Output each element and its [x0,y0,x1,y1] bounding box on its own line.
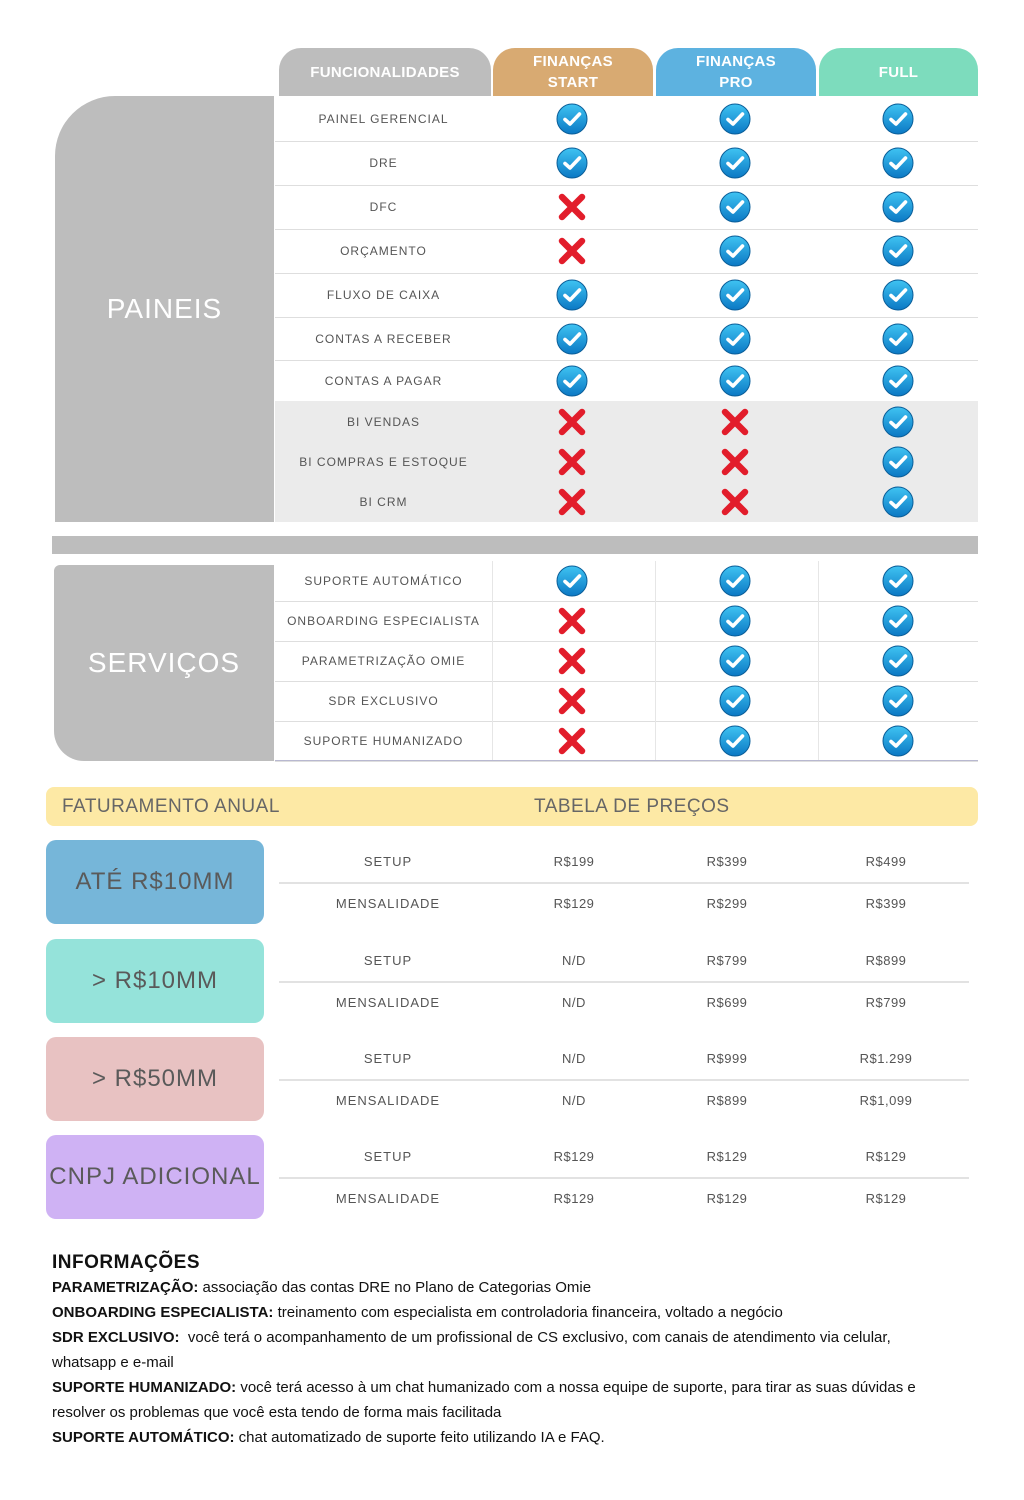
price-value: R$999 [706,1051,748,1066]
feature-label: CONTAS A RECEBER [315,331,452,346]
cross-icon [555,724,589,758]
table-row [275,185,978,230]
plan-cell [655,721,815,761]
plan-cell [818,229,978,273]
plan-cell [492,561,652,601]
cross-icon [555,684,589,718]
plan-cell [655,641,815,681]
header-plan-pro [656,48,816,96]
feature-label: BI CRM [359,495,408,509]
section-divider [52,536,978,554]
price-divider [279,1079,969,1081]
table-row [275,442,978,482]
check-icon [718,364,752,398]
plan-cell [655,601,815,641]
price-value: R$129 [865,1191,907,1206]
info-term: SUPORTE HUMANIZADO: [52,1379,237,1396]
plan-cell [655,681,815,721]
info-term: PARAMETRIZAÇÃO: [52,1279,199,1296]
plan-cell [818,681,978,721]
info-term: ONBOARDING ESPECIALISTA: [52,1304,274,1321]
check-icon [718,564,752,598]
info-text: associação das contas DRE no Plano de Categorias Omie [198,1279,592,1296]
plan-cell [492,97,652,141]
column-divider [655,561,656,761]
price-value: N/D [562,953,586,968]
check-icon [555,278,589,312]
table-row [275,401,978,442]
plan-cell [492,641,652,681]
plan-cell [655,401,815,442]
price-value: R$129 [553,1149,595,1164]
check-icon [718,190,752,224]
info-item [52,1300,952,1325]
price-value: R$129 [865,1149,907,1164]
plan-cell [492,601,652,641]
table-row [275,97,978,142]
info-term: SUPORTE AUTOMÁTICO: [52,1429,235,1446]
cross-icon [555,445,589,479]
feature-label: ONBOARDING ESPECIALISTA [287,614,480,628]
plan-cell [492,482,652,522]
table-row [275,601,978,642]
price-value: R$699 [706,995,748,1010]
plan-cell [818,601,978,641]
price-divider [279,1177,969,1179]
check-icon [881,322,915,356]
check-icon [881,278,915,312]
table-row [275,561,978,602]
price-row-label: MENSALIDADE [335,1093,441,1108]
price-value: R$899 [865,953,907,968]
plan-cell [818,273,978,317]
plan-cell [655,141,815,185]
tier-label: ATÉ R$10MM [46,840,264,924]
header-plan-full [819,48,978,96]
price-row-label: SETUP [363,953,413,968]
cross-icon [718,485,752,519]
panels-section-label [55,96,274,522]
check-icon [555,322,589,356]
check-icon [718,102,752,136]
info-term: SDR EXCLUSIVO: [52,1329,180,1346]
table-row [275,482,978,522]
check-icon [718,278,752,312]
plan-cell [818,442,978,482]
feature-label: FLUXO DE CAIXA [326,288,441,302]
cross-icon [555,604,589,638]
check-icon [555,364,589,398]
plan-cell [655,317,815,360]
plan-cell [655,360,815,401]
plan-start-line2: START [547,74,599,91]
plan-cell [492,229,652,273]
feature-label: SUPORTE HUMANIZADO [303,734,464,748]
price-value: R$399 [865,896,907,911]
cross-icon [555,405,589,439]
services-title: SERVIÇOS [87,647,241,678]
plan-cell [818,401,978,442]
info-title: INFORMAÇÕES [52,1252,200,1273]
check-icon [718,146,752,180]
plan-cell [818,97,978,141]
info-item [52,1425,952,1450]
price-value: N/D [562,1051,586,1066]
plan-start-line1: FINANÇAS [533,53,613,70]
check-icon [881,102,915,136]
plan-cell [655,442,815,482]
services-section-label [54,565,274,761]
plan-cell [492,317,652,360]
table-row [275,360,978,402]
feature-label: CONTAS A PAGAR [324,373,443,388]
check-icon [881,190,915,224]
check-icon [881,405,915,439]
price-value: R$799 [865,995,907,1010]
feature-label: PARAMETRIZAÇÃO OMIE [301,654,466,668]
plan-cell [492,442,652,482]
panels-title: PAINEIS [106,293,223,324]
price-value: R$129 [706,1191,748,1206]
check-icon [881,364,915,398]
price-row-label: SETUP [363,1149,413,1164]
plan-cell [655,482,815,522]
table-row [275,681,978,722]
cross-icon [555,485,589,519]
price-value: R$129 [553,896,595,911]
price-row-label: MENSALIDADE [335,995,441,1010]
check-icon [555,102,589,136]
table-row [275,229,978,274]
feature-label: ORÇAMENTO [340,244,427,258]
tier-label: CNPJ ADICIONAL [46,1135,264,1219]
price-value: R$1,099 [859,1093,913,1108]
price-value: N/D [562,1093,586,1108]
table-row [275,721,978,762]
plan-cell [818,641,978,681]
check-icon [718,724,752,758]
price-value: R$1.299 [859,1051,913,1066]
plan-cell [818,721,978,761]
info-text: você terá o acompanhamento de um profissional de CS exclusivo, com canais de atendimento via celular, whatsapp e e-mail [52,1329,895,1371]
cross-icon [555,190,589,224]
plan-cell [818,185,978,229]
header-plan-start [493,48,653,96]
plan-cell [492,681,652,721]
price-value: R$799 [706,953,748,968]
price-row-label: MENSALIDADE [335,896,441,911]
check-icon [881,564,915,598]
table-bottom-rule [275,760,978,761]
plan-cell [818,317,978,360]
info-section [52,1250,952,1450]
check-icon [881,604,915,638]
feature-label: PAINEL GERENCIAL [318,112,449,126]
price-value: R$129 [553,1191,595,1206]
price-value: N/D [562,995,586,1010]
table-row [275,141,978,186]
check-icon [718,604,752,638]
feature-label: DFC [369,200,398,214]
plan-cell [492,141,652,185]
check-icon [881,724,915,758]
check-icon [718,684,752,718]
check-icon [881,485,915,519]
tier-label: > R$10MM [46,939,264,1023]
column-divider [492,561,493,761]
plan-cell [492,185,652,229]
info-item [52,1275,952,1300]
feature-label: SDR EXCLUSIVO [328,694,439,708]
plan-cell [492,360,652,401]
plan-cell [655,185,815,229]
column-divider [818,561,819,761]
check-icon [555,146,589,180]
price-row-label: SETUP [363,1051,413,1066]
price-divider [279,882,969,884]
price-value: R$499 [865,854,907,869]
check-icon [555,564,589,598]
feature-label: BI COMPRAS E ESTOQUE [299,455,468,469]
feature-label: DRE [369,156,398,170]
pricing-band-title: TABELA DE PREÇOS [534,796,730,817]
pricing-band-left: FATURAMENTO ANUAL [62,796,280,817]
cross-icon [555,644,589,678]
check-icon [881,445,915,479]
info-item [52,1325,952,1375]
check-icon [718,644,752,678]
check-icon [718,322,752,356]
plan-full-line1: FULL [878,63,919,81]
price-value: R$399 [706,854,748,869]
plan-cell [655,561,815,601]
price-divider [279,981,969,983]
table-row [275,641,978,682]
plan-cell [655,229,815,273]
check-icon [718,234,752,268]
price-value: R$899 [706,1093,748,1108]
plan-cell [818,561,978,601]
info-text: você terá acesso à um chat humanizado com a nossa equipe de suporte, para tirar as suas dúvidas e resolver os problemas que você esta tendo de forma mais facilitada [52,1379,920,1421]
feature-label: SUPORTE AUTOMÁTICO [304,574,463,588]
plan-cell [655,273,815,317]
cross-icon [718,405,752,439]
info-text: chat automatizado de suporte feito utilizando IA e FAQ. [234,1429,605,1446]
price-value: R$129 [706,1149,748,1164]
price-value: R$199 [553,854,595,869]
pricing-band [46,787,978,826]
check-icon [881,146,915,180]
header-features [279,48,491,96]
tier-label: > R$50MM [46,1037,264,1121]
cross-icon [555,234,589,268]
table-row [275,273,978,318]
info-item [52,1375,952,1425]
plan-cell [818,482,978,522]
plan-cell [492,273,652,317]
plan-cell [492,721,652,761]
feature-label: BI VENDAS [346,414,421,429]
price-row-label: MENSALIDADE [335,1191,441,1206]
plan-cell [818,141,978,185]
plan-cell [655,97,815,141]
plan-cell [818,360,978,401]
check-icon [881,644,915,678]
plan-pro-line2: PRO [719,74,753,91]
info-items [52,1275,952,1450]
cross-icon [718,445,752,479]
info-text: treinamento com especialista em controladoria financeira, voltado a negócio [273,1304,783,1321]
plan-pro-line1: FINANÇAS [696,53,776,70]
header-features-label: FUNCIONALIDADES [310,63,460,81]
check-icon [881,684,915,718]
plan-cell [492,401,652,442]
check-icon [881,234,915,268]
table-row [275,317,978,361]
price-row-label: SETUP [363,854,413,869]
price-value: R$299 [706,896,748,911]
